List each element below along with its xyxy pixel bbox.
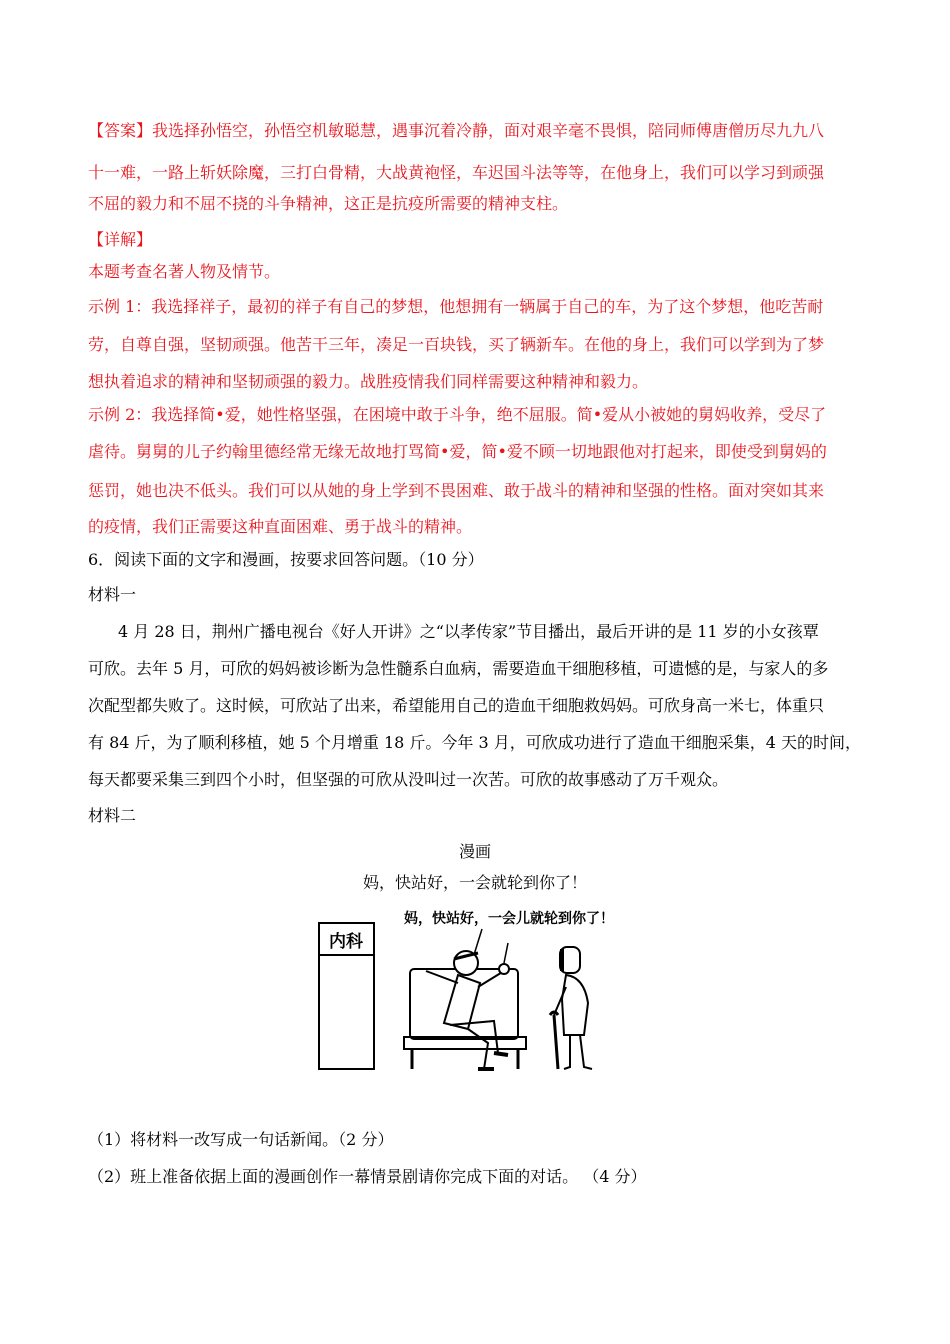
subquestion-1: （1）将材料一改写成一句话新闻。（2 分）: [88, 1130, 394, 1149]
clinic-sign-label: 内科: [329, 932, 363, 952]
example1-line-1: 示例 1：我选择祥子，最初的祥子有自己的梦想，他想拥有一辆属于自己的车，为了这个梦想，他吃苦耐: [88, 297, 824, 316]
comic-title: 漫画: [458, 842, 491, 861]
example2-line-3: 惩罚，她也决不低头。我们可以从她的身上学到不畏困难、敢于战斗的精神和坚强的性格。面对突如其来: [88, 481, 825, 500]
example2-line-4: 的疫情，我们正需要这种直面困难、勇于战斗的精神。: [88, 517, 473, 536]
example2-line-2: 虐待。舅舅的儿子约翰里德经常无缘无故地打骂简•爱，简•爱不顾一切地跟他对打起来，即使受到舅妈的: [88, 442, 827, 461]
comic-speech-text: 妈，快站好，一会儿就轮到你了！: [404, 911, 614, 927]
detail-heading: 【详解】: [88, 230, 153, 249]
material1-line-3: 次配型都失败了。这时候，可欣站了出来，希望能用自己的造血干细胞救妈妈。可欣身高一米七，体重只: [88, 696, 825, 715]
example2-line-1: 示例 2：我选择简•爱，她性格坚强，在困境中敢于斗争，绝不屈服。简•爱从小被她的舅妈收养，受尽了: [88, 405, 827, 424]
material2-label: 材料二: [88, 806, 137, 825]
example1-line-3: 想执着追求的精神和坚韧顽强的毅力。战胜疫情我们同样需要这种精神和毅力。: [88, 372, 649, 391]
answer-line-1: 【答案】我选择孙悟空，孙悟空机敏聪慧，遇事沉着冷静，面对艰辛毫不畏惧，陪同师傅唐僧历尽九九八: [88, 121, 825, 140]
material1-line-1: 4 月 28 日，荆州广播电视台《好人开讲》之“以孝传家”节目播出，最后开讲的是 11 岁的小女孩覃: [118, 622, 819, 641]
detail-intro: 本题考查名著人物及情节。: [88, 262, 281, 281]
material1-line-2: 可欣。去年 5 月，可欣的妈妈被诊断为急性髓系白血病，需要造血干细胞移植，可遗憾的是，与家人的多: [88, 659, 829, 678]
answer-line-2: 十一难，一路上斩妖除魔，三打白骨精，大战黄袍怪，车迟国斗法等等，在他身上，我们可以学习到顽强: [88, 163, 825, 182]
comic-illustration: [318, 903, 636, 1073]
young-man-figure: [426, 943, 509, 1069]
material1-line-4: 有 84 斤，为了顺利移植，她 5 个月增重 18 斤。今年 3 月，可欣成功进行了造血干细胞采集，4 天的时间，: [88, 733, 862, 752]
old-woman-figure: [550, 947, 592, 1069]
question6-title: 6．阅读下面的文字和漫画，按要求回答问题。（10 分）: [88, 550, 484, 569]
subquestion-2: （2）班上准备依据上面的漫画创作一幕情景剧请你完成下面的对话。 （4 分）: [88, 1167, 647, 1186]
comic-caption: 妈，快站好，一会就轮到你了！: [362, 873, 587, 892]
example1-line-2: 劳，自尊自强，坚韧顽强。他苦干三年，凑足一百块钱，买了辆新车。在他的身上，我们可以学到为了梦: [88, 335, 825, 354]
material1-line-5: 每天都要采集三到四个小时，但坚强的可欣从没叫过一次苦。可欣的故事感动了万千观众。: [88, 770, 729, 789]
material1-label: 材料一: [88, 585, 137, 604]
answer-line-3: 不屈的毅力和不屈不挠的斗争精神，这正是抗疫所需要的精神支柱。: [88, 194, 569, 213]
